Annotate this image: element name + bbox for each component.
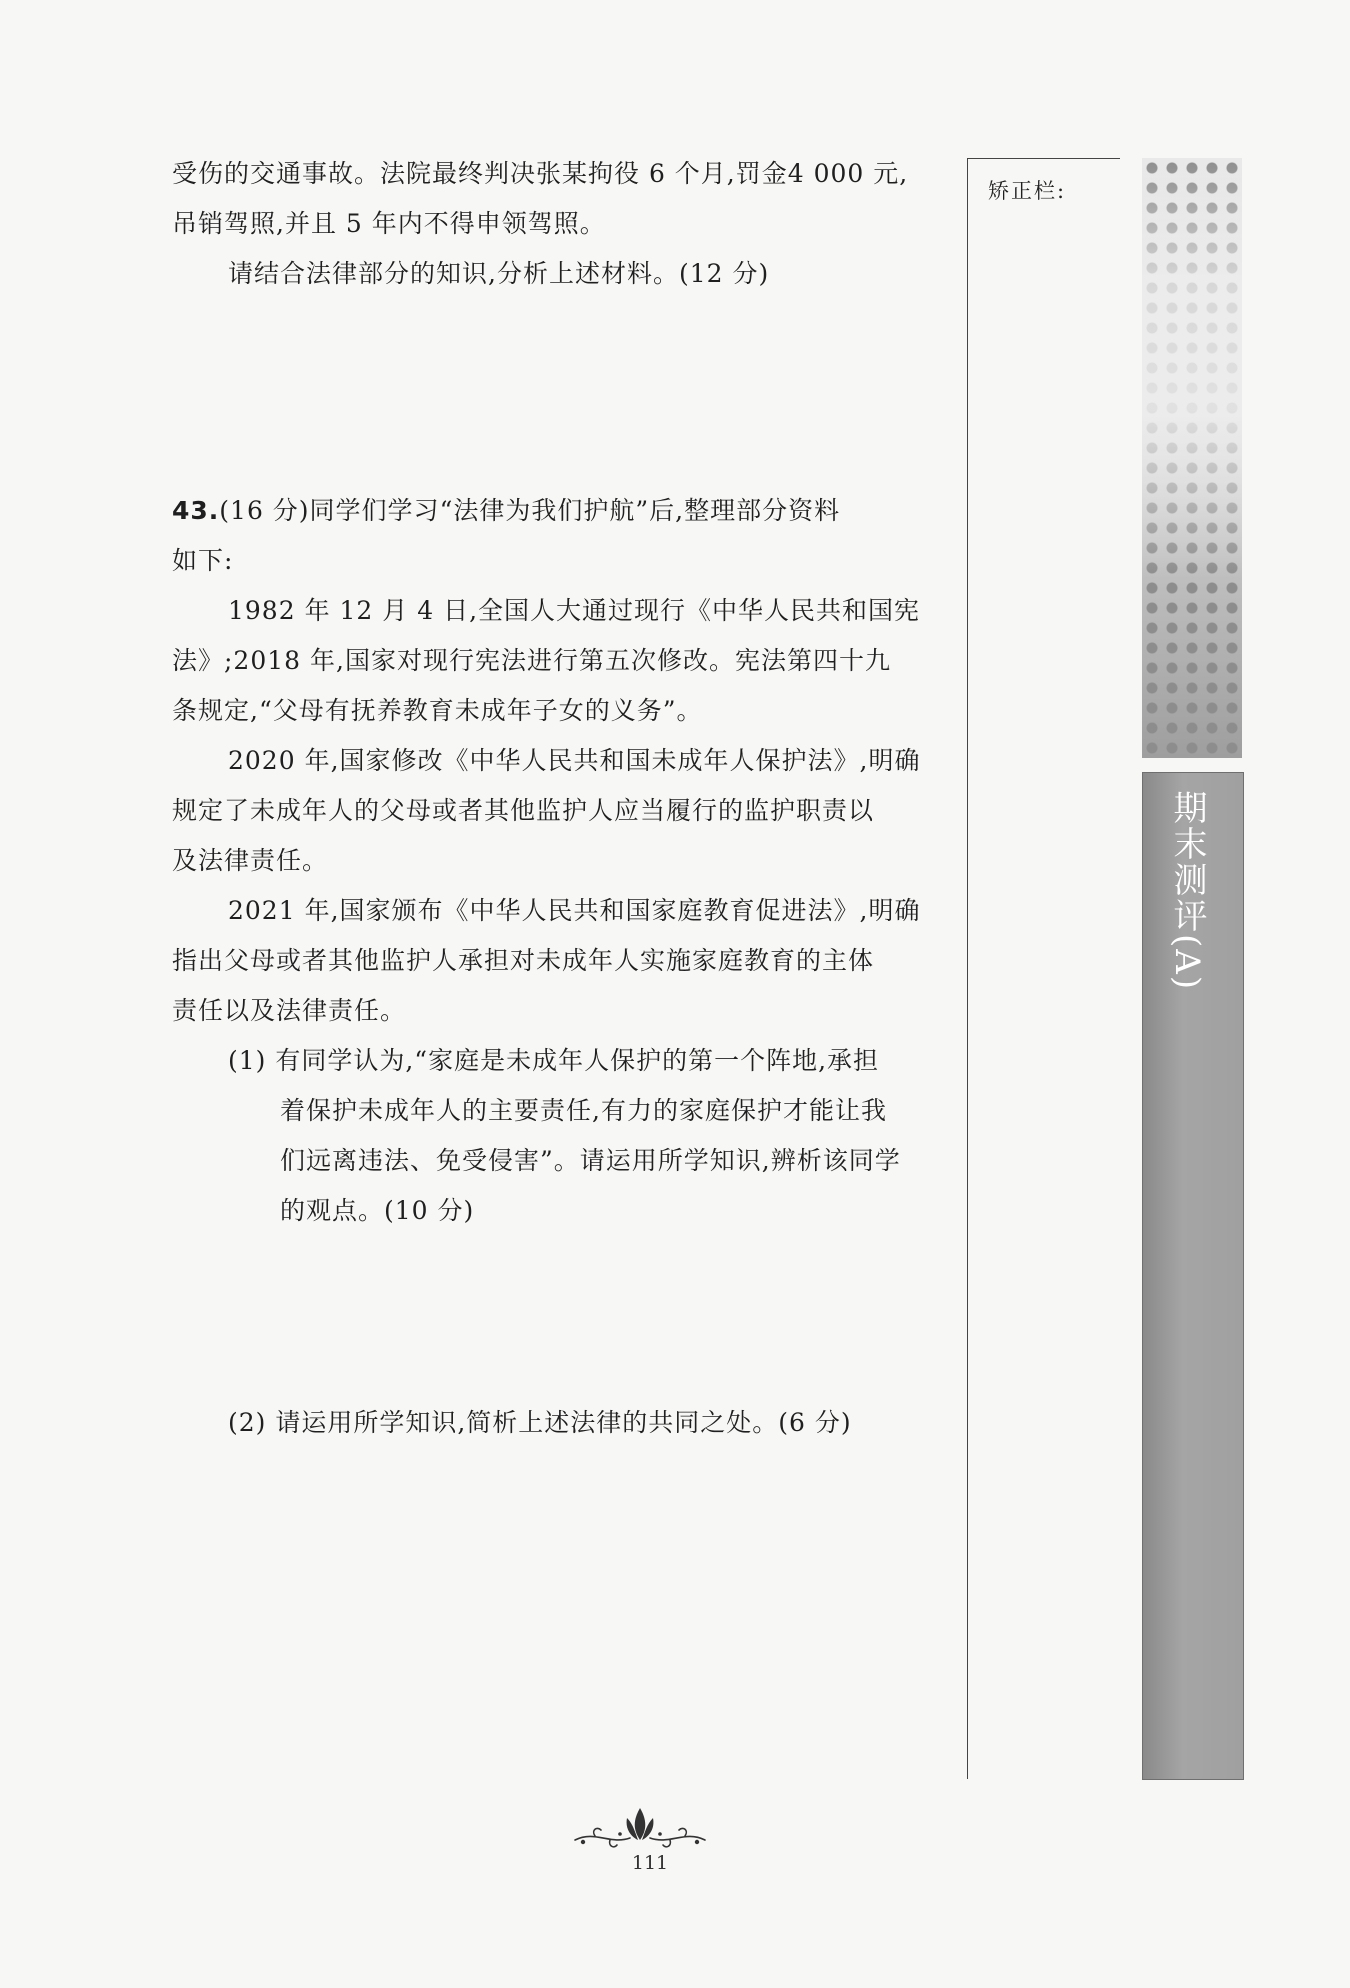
q42-prompt: 请结合法律部分的知识,分析上述材料。(12 分) — [228, 259, 770, 288]
q43-header — [172, 495, 840, 527]
section-tab-label: 期末测评(A) — [1167, 790, 1207, 992]
q43-sub1-line1: (1) 有同学认为,“家庭是未成年人保护的第一个阵地,承担 — [228, 1046, 880, 1075]
q43-number: 43. — [172, 496, 220, 525]
q43-para2-line2: 规定了未成年人的父母或者其他监护人应当履行的监护职责以 — [172, 796, 875, 825]
q43-para1-line3: 条规定,“父母有抚养教育未成年子女的义务”。 — [172, 696, 703, 725]
q43-para2-line1: 2020 年,国家修改《中华人民共和国未成年人保护法》,明确 — [228, 746, 921, 775]
q43-header-cont: 如下: — [172, 546, 234, 575]
q43-para3-line1: 2021 年,国家颁布《中华人民共和国家庭教育促进法》,明确 — [228, 896, 921, 925]
q43-sub2: (2) 请运用所学知识,简析上述法律的共同之处。(6 分) — [228, 1408, 852, 1437]
floral-ornament-icon — [565, 1800, 715, 1860]
q43-header-text: (16 分)同学们学习“法律为我们护航”后,整理部分资料 — [219, 496, 841, 525]
intro-line-2: 吊销驾照,并且 5 年内不得申领驾照。 — [172, 209, 606, 238]
q43-para2-line3: 及法律责任。 — [172, 846, 329, 875]
q43-para1-line2: 法》;2018 年,国家对现行宪法进行第五次修改。宪法第四十九 — [172, 646, 891, 675]
q43-sub1-line2: 着保护未成年人的主要责任,有力的家庭保护才能让我 — [280, 1096, 887, 1125]
decorative-fade — [1142, 158, 1242, 578]
correction-column — [967, 158, 1120, 1779]
q43-para3-line2: 指出父母或者其他监护人承担对未成年人实施家庭教育的主体 — [172, 946, 875, 975]
correction-label: 矫正栏: — [988, 179, 1067, 203]
intro-line-1: 受伤的交通事故。法院最终判决张某拘役 6 个月,罚金4 000 元, — [172, 159, 909, 188]
q43-para3-line3: 责任以及法律责任。 — [172, 996, 407, 1025]
q43-para1-line1: 1982 年 12 月 4 日,全国人大通过现行《中华人民共和国宪 — [228, 596, 921, 625]
page-number: 111 — [631, 1852, 669, 1874]
q43-sub1-line4: 的观点。(10 分) — [280, 1196, 475, 1225]
q43-sub1-line3: 们远离违法、免受侵害”。请运用所学知识,辨析该同学 — [280, 1146, 901, 1175]
